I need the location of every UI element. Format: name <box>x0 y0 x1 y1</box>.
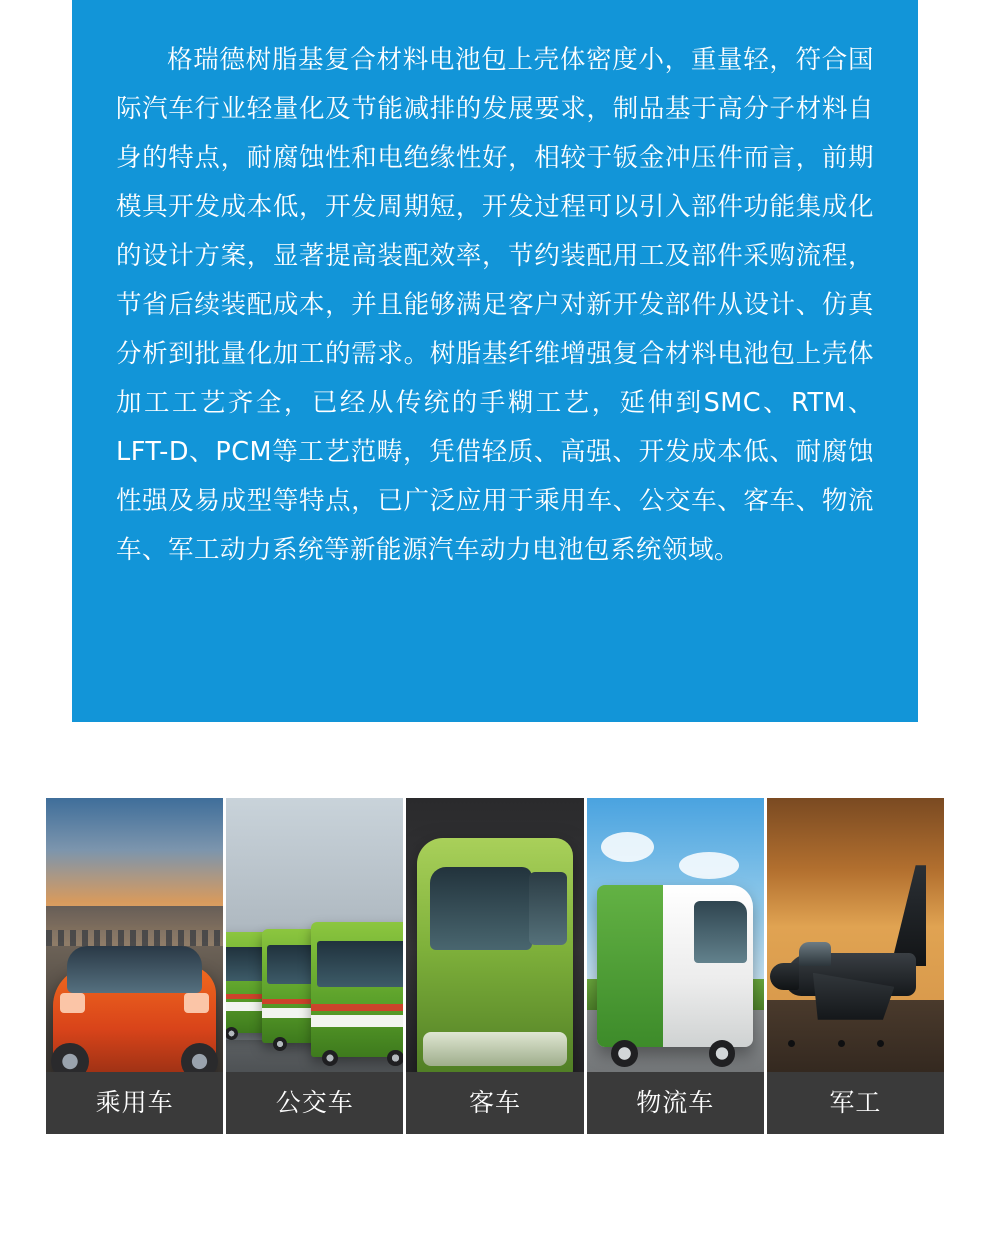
description-paragraph: 格瑞德树脂基复合材料电池包上壳体密度小，重量轻，符合国际汽车行业轻量化及节能减排的发展要求，制品基于高分子材料自身的特点，耐腐蚀性和电绝缘性好，相较于钣金冲压件而言，前期模具开发成本低，开发周期短，开发过程可以引入部件功能集成化的设计方案，显著提高装配效率，节约装配用工及部件采购流程，节省后续装配成本，并且能够满足客户对新开发部件从设计、仿真分析到批量化加工的需求。树脂基纤维增强复合材料电池包上壳体加工工艺齐全，已经从传统的手糊工艺，延伸到SMC、RTM、LFT-D、PCM等工艺范畴，凭借轻质、高强、开发成本低、耐腐蚀性强及易成型等特点，已广泛应用于乘用车、公交车、客车、物流车、军工动力系统等新能源汽车动力电池包系统领域。 <box>116 45 874 565</box>
application-gallery <box>46 798 944 1134</box>
gallery-item-military[interactable] <box>767 798 944 1134</box>
gallery-item-coach-bus[interactable] <box>406 798 583 1134</box>
gallery-caption-logistics-van: 物流车 <box>587 1072 764 1134</box>
gallery-item-logistics-van[interactable] <box>587 798 764 1134</box>
gallery-item-city-bus[interactable] <box>226 798 403 1134</box>
gallery-caption-coach-bus: 客车 <box>406 1072 583 1134</box>
description-panel <box>72 0 918 722</box>
gallery-caption-military: 军工 <box>767 1072 944 1134</box>
gallery-caption-passenger-car: 乘用车 <box>46 1072 223 1134</box>
gallery-caption-city-bus: 公交车 <box>226 1072 403 1134</box>
gallery-item-passenger-car[interactable] <box>46 798 223 1134</box>
